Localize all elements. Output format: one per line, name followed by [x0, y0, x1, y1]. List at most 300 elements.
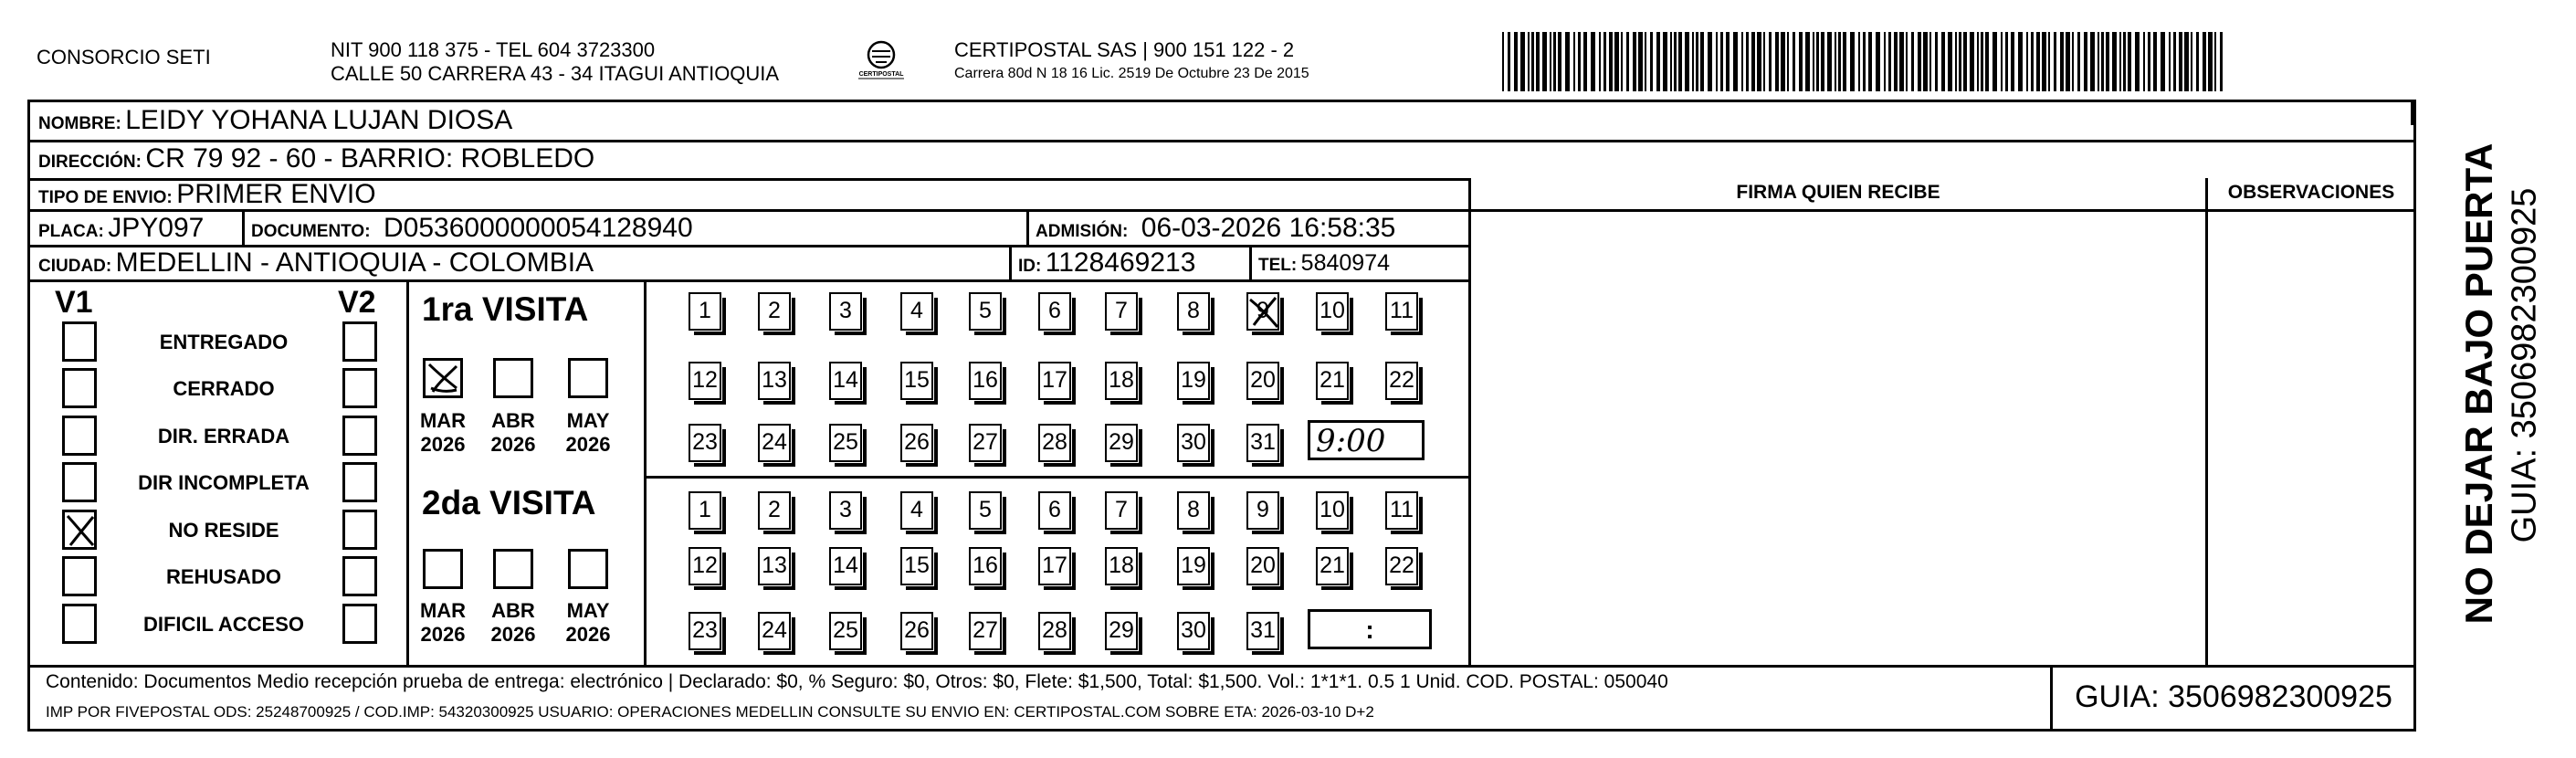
day-number: 23: [692, 617, 718, 643]
tel-label: TEL:: [1258, 256, 1298, 275]
day-number: 22: [1389, 553, 1414, 578]
v2-checkbox-dificil-acceso[interactable]: [342, 604, 377, 644]
day-number: 26: [904, 617, 930, 643]
barcode-bar: [1955, 32, 1957, 91]
visit2-day-13[interactable]: [758, 547, 791, 585]
barcode-bar: [1700, 32, 1704, 91]
day-number: 5: [979, 497, 992, 522]
visit1-month-may[interactable]: [568, 358, 608, 398]
ciudad-label: CIUDAD:: [38, 257, 112, 276]
barcode-bar: [1751, 32, 1755, 91]
status-dificil-acceso: DIFICIL ACCESO: [142, 613, 304, 636]
v2-checkbox-cerrado[interactable]: [342, 368, 377, 408]
barcode-bar: [1716, 32, 1718, 91]
visit1-day-16[interactable]: [969, 362, 1002, 400]
visit1-day-5[interactable]: [969, 292, 1002, 331]
visit1-month-abr-label: ABR 2026: [490, 409, 536, 456]
day-number: 30: [1181, 617, 1206, 643]
visit1-day-2[interactable]: [758, 292, 791, 331]
visit1-day-8[interactable]: [1177, 292, 1210, 331]
barcode-bar: [1935, 32, 1938, 91]
day-number: 3: [839, 497, 852, 522]
visit1-month-may-label: MAY 2026: [565, 409, 611, 456]
barcode-bar: [1720, 32, 1723, 91]
handwritten-x-icon: [426, 361, 460, 395]
v1-header: V1: [55, 285, 93, 320]
barcode-bar: [1633, 32, 1636, 91]
barcode-bar: [1553, 32, 1556, 91]
barcode-bar: [1970, 32, 1974, 91]
barcode-bar: [1656, 32, 1660, 91]
barcode-bar: [1843, 32, 1846, 91]
id-label: ID:: [1018, 257, 1042, 276]
barcode-bar: [2135, 32, 2140, 91]
barcode-bar: [2042, 32, 2046, 91]
barcode-bar: [2072, 32, 2074, 91]
barcode-bar: [2060, 32, 2064, 91]
visit1-day-17[interactable]: [1038, 362, 1071, 400]
barcode-bar: [2161, 32, 2165, 91]
barcode-bar: [1963, 32, 1967, 91]
ciudad-value: MEDELLIN - ANTIOQUIA - COLOMBIA: [115, 247, 594, 278]
visit2-day-12[interactable]: [689, 547, 721, 585]
day-number: 12: [692, 553, 718, 578]
barcode-bar: [1769, 32, 1772, 91]
v2-checkbox-entregado[interactable]: [342, 321, 377, 362]
day-number: 3: [839, 298, 852, 323]
visit1-day-20[interactable]: [1246, 362, 1279, 400]
v2-checkbox-dir-errada[interactable]: [342, 416, 377, 456]
barcode-bar: [1948, 32, 1952, 91]
barcode-bar: [1894, 32, 1898, 91]
barcode-bar: [2031, 32, 2034, 91]
barcode-bar: [1670, 32, 1672, 91]
barcode-bar: [1520, 32, 1525, 91]
day-number: 8: [1187, 298, 1200, 323]
footer-guia: GUIA: 3506982300925: [2075, 679, 2392, 714]
barcode-bar: [1906, 32, 1908, 91]
visit2-day-3[interactable]: [829, 491, 862, 530]
barcode-bar: [1985, 32, 1989, 91]
barcode-bar: [2112, 32, 2117, 91]
barcode-bar: [1502, 32, 1504, 91]
visit2-day-27[interactable]: [969, 612, 1002, 650]
visit1-month-mar[interactable]: [423, 358, 463, 398]
day-number: 8: [1187, 497, 1200, 522]
visit1-day-28[interactable]: [1038, 424, 1071, 462]
day-number: 26: [904, 429, 930, 455]
barcode-bar: [1763, 32, 1765, 91]
day-number: 14: [833, 367, 858, 393]
status-dir-incompleta: DIR INCOMPLETA: [138, 471, 310, 494]
visit1-day-9[interactable]: [1246, 292, 1279, 331]
day-number: 24: [762, 429, 787, 455]
day-number: 11: [1390, 298, 1414, 323]
visit1-day-25[interactable]: [829, 424, 862, 462]
barcode-bar: [1583, 32, 1587, 91]
visit1-day-29[interactable]: [1105, 424, 1138, 462]
visit1-title: 1ra VISITA: [422, 290, 589, 328]
visit2-day-15[interactable]: [900, 547, 933, 585]
company-name: CONSORCIO SETI: [37, 46, 211, 68]
barcode-bar: [1876, 32, 1880, 91]
visit2-day-31[interactable]: [1246, 612, 1279, 650]
status-no-reside: NO RESIDE: [168, 519, 279, 542]
logo-text: CERTIPOSTAL: [858, 71, 904, 78]
visit1-day-31[interactable]: [1246, 424, 1279, 462]
barcode-bar: [1888, 32, 1891, 91]
barcode-bar: [1626, 32, 1629, 91]
visit2-month-may-label: MAY 2026: [565, 599, 611, 646]
barcode-bar: [1911, 32, 1914, 91]
visit1-day-3[interactable]: [829, 292, 862, 331]
visit2-title: 2da VISITA: [422, 484, 596, 521]
visit2-day-30[interactable]: [1177, 612, 1210, 650]
day-number: 24: [762, 617, 787, 643]
barcode-bar: [1645, 32, 1646, 91]
visit2-day-18[interactable]: [1105, 547, 1138, 585]
day-number: 17: [1042, 553, 1067, 578]
day-number: 7: [1115, 298, 1128, 323]
barcode-bar: [2026, 32, 2028, 91]
barcode-bar: [1531, 32, 1534, 91]
barcode-bar: [2001, 32, 2003, 91]
tel-value: 5840974: [1300, 250, 1390, 276]
visit1-day-19[interactable]: [1177, 362, 1210, 400]
direccion-value: CR 79 92 - 60 - BARRIO: ROBLEDO: [145, 143, 595, 174]
visit1-time-handwritten: 9:00: [1316, 423, 1386, 459]
day-number: 31: [1250, 429, 1276, 455]
barcode-bar: [2220, 32, 2223, 91]
barcode-bar: [1542, 32, 1547, 91]
admision-row: [1036, 213, 1395, 244]
barcode-bar: [1573, 32, 1575, 91]
v2-checkbox-no-reside[interactable]: [342, 510, 377, 550]
day-number: 1: [699, 497, 711, 522]
barcode-bar: [2173, 32, 2176, 91]
visit1-day-15[interactable]: [900, 362, 933, 400]
firma-header: FIRMA QUIEN RECIBE: [1736, 182, 1940, 203]
visit1-day-23[interactable]: [689, 424, 721, 462]
barcode-bar: [2090, 32, 2095, 91]
admision-value: 06-03-2026 16:58:35: [1141, 213, 1396, 243]
day-number: 10: [1320, 298, 1345, 323]
visit1-day-10[interactable]: [1316, 292, 1349, 331]
visit2-day-26[interactable]: [900, 612, 933, 650]
barcode-bar: [1793, 32, 1795, 91]
visit2-day-10[interactable]: [1316, 491, 1349, 530]
barcode-bar: [1977, 32, 1979, 91]
barcode-bar: [1550, 32, 1551, 91]
visit2-day-24[interactable]: [758, 612, 791, 650]
barcode-bar: [1827, 32, 1832, 91]
visit1-day-26[interactable]: [900, 424, 933, 462]
status-rehusado: REHUSADO: [166, 565, 281, 588]
visit1-day-27[interactable]: [969, 424, 1002, 462]
barcode-bar: [2101, 32, 2104, 91]
v1-checkbox-no-reside[interactable]: [62, 510, 97, 550]
barcode-bar: [2196, 32, 2199, 91]
documento-row: [251, 213, 693, 244]
barcode-bar: [2054, 32, 2056, 91]
visit2-month-may[interactable]: [568, 549, 608, 589]
barcode-bar: [2005, 32, 2008, 91]
barcode-bar: [1757, 32, 1761, 91]
visit1-day-21[interactable]: [1316, 362, 1349, 400]
day-number: 28: [1042, 429, 1067, 455]
barcode-bar: [1609, 32, 1613, 91]
barcode-bar: [1781, 32, 1785, 91]
barcode-bar: [1941, 32, 1945, 91]
visit1-month-abr[interactable]: [493, 358, 533, 398]
v2-checkbox-rehusado[interactable]: [342, 556, 377, 596]
barcode-bar: [1816, 32, 1819, 91]
day-number: 27: [973, 429, 998, 455]
barcode-bar: [1603, 32, 1606, 91]
day-number: 10: [1320, 497, 1345, 522]
day-number: 30: [1181, 429, 1206, 455]
barcode-bar: [1663, 32, 1667, 91]
visit2-day-20[interactable]: [1246, 547, 1279, 585]
day-number: 9: [1256, 497, 1269, 522]
barcode-bar: [1578, 32, 1581, 91]
v1-checkbox-rehusado[interactable]: [62, 556, 97, 596]
barcode-bar: [1992, 32, 1997, 91]
documento-value: D0536000000054128940: [384, 213, 693, 243]
visit2-month-abr[interactable]: [493, 549, 533, 589]
barcode-bar: [2106, 32, 2109, 91]
barcode-bar: [2191, 32, 2192, 91]
barcode-bar: [1621, 32, 1623, 91]
day-number: 6: [1048, 497, 1061, 522]
visit2-day-19[interactable]: [1177, 547, 1210, 585]
barcode-bar: [1708, 32, 1712, 91]
direccion-row: [38, 143, 594, 174]
visit2-day-1[interactable]: [689, 491, 721, 530]
tipo-row: [38, 179, 376, 210]
side-guia: GUIA: 3506982300925: [2505, 187, 2544, 543]
day-number: 7: [1115, 497, 1128, 522]
v2-checkbox-dir-incompleta[interactable]: [342, 462, 377, 502]
license-line: Carrera 80d N 18 16 Lic. 2519 De Octubre 23 De 2015: [954, 66, 1309, 81]
visit1-day-1[interactable]: [689, 292, 721, 331]
day-number: 11: [1390, 497, 1414, 522]
barcode-bar: [2179, 32, 2182, 91]
day-number: 9: [1256, 298, 1269, 323]
visit2-day-2[interactable]: [758, 491, 791, 530]
footer-imp-line: IMP POR FIVEPOSTAL ODS: 25248700925 / COD.IMP: 54320300925 USUARIO: OPERACIONES MEDELLIN CONSULTE SU ENVIO EN: CERTIPOSTAL.COM SOBRE ETA: 2026-03-10 D+2: [46, 703, 1374, 721]
barcode-bar: [1614, 32, 1619, 91]
visit2-day-22[interactable]: [1385, 547, 1418, 585]
visit2-time-placeholder: :: [1365, 616, 1374, 644]
visit2-day-28[interactable]: [1038, 612, 1071, 650]
day-number: 28: [1042, 617, 1067, 643]
day-number: 13: [762, 553, 787, 578]
id-value: 1128469213: [1045, 247, 1196, 278]
visit2-day-14[interactable]: [829, 547, 862, 585]
barcode-bar: [2036, 32, 2040, 91]
visit1-time-box[interactable]: [1308, 420, 1425, 460]
barcode-bar: [1599, 32, 1601, 91]
day-number: 21: [1320, 367, 1345, 393]
footer-content-line: Contenido: Documentos Medio recepción prueba de entrega: electrónico | Declarado: $0, % Seguro: $0, Otros: $0, Flete: $1,500, Total: $1,500. Vol.: 1*1*1. 0.5 1 Unid. COD. POSTAL: 050040: [46, 671, 1668, 692]
tipo-value: PRIMER ENVIO: [176, 179, 376, 209]
day-number: 16: [973, 367, 998, 393]
barcode-bar: [1787, 32, 1789, 91]
visit2-day-7[interactable]: [1105, 491, 1138, 530]
visit1-day-13[interactable]: [758, 362, 791, 400]
barcode-bar: [2098, 32, 2099, 91]
barcode-bar: [1821, 32, 1824, 91]
visit2-time-box[interactable]: [1308, 609, 1432, 649]
visit2-day-21[interactable]: [1316, 547, 1349, 585]
ciudad-row: [38, 247, 594, 279]
barcode-bar: [1514, 32, 1518, 91]
barcode-bar: [2048, 32, 2050, 91]
barcode-bar: [2119, 32, 2121, 91]
visit2-month-mar-label: MAR 2026: [419, 599, 467, 646]
visit2-day-23[interactable]: [689, 612, 721, 650]
barcode-bar: [1565, 32, 1570, 91]
barcode-bar: [1696, 32, 1698, 91]
barcode-bar: [1929, 32, 1931, 91]
visit2-day-17[interactable]: [1038, 547, 1071, 585]
day-number: 13: [762, 367, 787, 393]
visit2-day-29[interactable]: [1105, 612, 1138, 650]
day-number: 15: [904, 553, 930, 578]
visit1-day-11[interactable]: [1385, 292, 1418, 331]
day-number: 23: [692, 429, 718, 455]
barcode-bar: [1726, 32, 1730, 91]
no-dejar-bajo-puerta: NO DEJAR BAJO PUERTA: [2457, 142, 2500, 625]
certipostal-logo: [854, 37, 909, 91]
barcode-bar: [2203, 32, 2206, 91]
v1-checkbox-dificil-acceso[interactable]: [62, 604, 97, 644]
day-number: 20: [1250, 553, 1276, 578]
admision-label: ADMISIÓN:: [1036, 222, 1129, 241]
day-number: 29: [1109, 429, 1134, 455]
visit2-day-25[interactable]: [829, 612, 862, 650]
visit2-day-11[interactable]: [1385, 491, 1418, 530]
handwritten-x-icon: [1248, 294, 1285, 331]
visit2-day-5[interactable]: [969, 491, 1002, 530]
address-line: CALLE 50 CARRERA 43 - 34 ITAGUI ANTIOQUIA: [331, 62, 780, 85]
visit2-day-8[interactable]: [1177, 491, 1210, 530]
visit2-day-9[interactable]: [1246, 491, 1279, 530]
v1-checkbox-dir-incompleta[interactable]: [62, 462, 97, 502]
visit1-day-4[interactable]: [900, 292, 933, 331]
barcode-bar: [1863, 32, 1866, 91]
visit2-month-mar[interactable]: [423, 549, 463, 589]
day-number: 2: [768, 497, 781, 522]
nit-line: NIT 900 118 375 - TEL 604 3723300: [331, 38, 656, 61]
day-number: 19: [1181, 553, 1206, 578]
nombre-value: LEIDY YOHANA LUJAN DIOSA: [125, 105, 513, 135]
barcode-bar: [1674, 32, 1677, 91]
placa-label: PLACA:: [38, 222, 104, 241]
visit2-day-6[interactable]: [1038, 491, 1071, 530]
visit1-day-14[interactable]: [829, 362, 862, 400]
day-number: 22: [1389, 367, 1414, 393]
visit1-day-7[interactable]: [1105, 292, 1138, 331]
status-dir-errada: DIR. ERRADA: [157, 425, 290, 447]
barcode-bar: [1685, 32, 1689, 91]
barcode-bar: [2184, 32, 2189, 91]
observaciones-header: OBSERVACIONES: [2227, 182, 2395, 203]
day-number: 27: [973, 617, 998, 643]
barcode-bar: [1650, 32, 1653, 91]
visit2-day-16[interactable]: [969, 547, 1002, 585]
day-number: 6: [1048, 298, 1061, 323]
visit1-day-18[interactable]: [1105, 362, 1138, 400]
barcode-bar: [1850, 32, 1855, 91]
visit1-day-6[interactable]: [1038, 292, 1071, 331]
barcode-bar: [1813, 32, 1814, 91]
barcode-bar: [1591, 32, 1595, 91]
barcode-bar: [1835, 32, 1836, 91]
barcode-bar: [1678, 32, 1682, 91]
barcode-bar: [1746, 32, 1749, 91]
day-number: 20: [1250, 367, 1276, 393]
barcode-bar: [2208, 32, 2213, 91]
handwritten-x-icon: [65, 512, 96, 549]
day-number: 21: [1320, 553, 1345, 578]
barcode-bar: [2128, 32, 2131, 91]
visit2-day-4[interactable]: [900, 491, 933, 530]
day-number: 25: [833, 429, 858, 455]
placa-row: [38, 213, 204, 244]
barcode-bar: [2143, 32, 2145, 91]
status-cerrado: CERRADO: [173, 377, 275, 400]
visit1-day-12[interactable]: [689, 362, 721, 400]
barcode-bar: [1638, 32, 1643, 91]
v1-checkbox-dir-errada[interactable]: [62, 416, 97, 456]
visit2-month-abr-label: ABR 2026: [490, 599, 536, 646]
v2-header: V2: [338, 285, 376, 320]
documento-label: DOCUMENTO:: [251, 222, 371, 241]
day-number: 31: [1250, 617, 1276, 643]
visit1-day-30[interactable]: [1177, 424, 1210, 462]
barcode-bar: [1508, 32, 1510, 91]
day-number: 16: [973, 553, 998, 578]
barcode-bar: [2066, 32, 2070, 91]
nombre-row: [38, 105, 512, 136]
barcode-bar: [2169, 32, 2171, 91]
placa-value: JPY097: [108, 213, 205, 243]
certipostal-line: CERTIPOSTAL SAS | 900 151 122 - 2: [954, 38, 1295, 61]
barcode-bar: [1838, 32, 1841, 91]
day-number: 4: [910, 497, 923, 522]
status-entregado: ENTREGADO: [159, 331, 289, 353]
day-number: 14: [833, 553, 858, 578]
barcode-bar: [1741, 32, 1743, 91]
v1-checkbox-cerrado[interactable]: [62, 368, 97, 408]
v1-checkbox-entregado[interactable]: [62, 321, 97, 362]
barcode-bar: [2214, 32, 2216, 91]
visit1-day-22[interactable]: [1385, 362, 1418, 400]
day-number: 4: [910, 298, 923, 323]
barcode-bar: [1923, 32, 1928, 91]
barcode-bar: [2011, 32, 2014, 91]
barcode-bar: [1558, 32, 1561, 91]
day-number: 12: [692, 367, 718, 393]
barcode-bar: [2148, 32, 2150, 91]
barcode-bar: [1799, 32, 1803, 91]
direccion-label: DIRECCIÓN:: [38, 153, 142, 172]
visit1-day-24[interactable]: [758, 424, 791, 462]
barcode-bar: [1899, 32, 1904, 91]
day-number: 29: [1109, 617, 1134, 643]
